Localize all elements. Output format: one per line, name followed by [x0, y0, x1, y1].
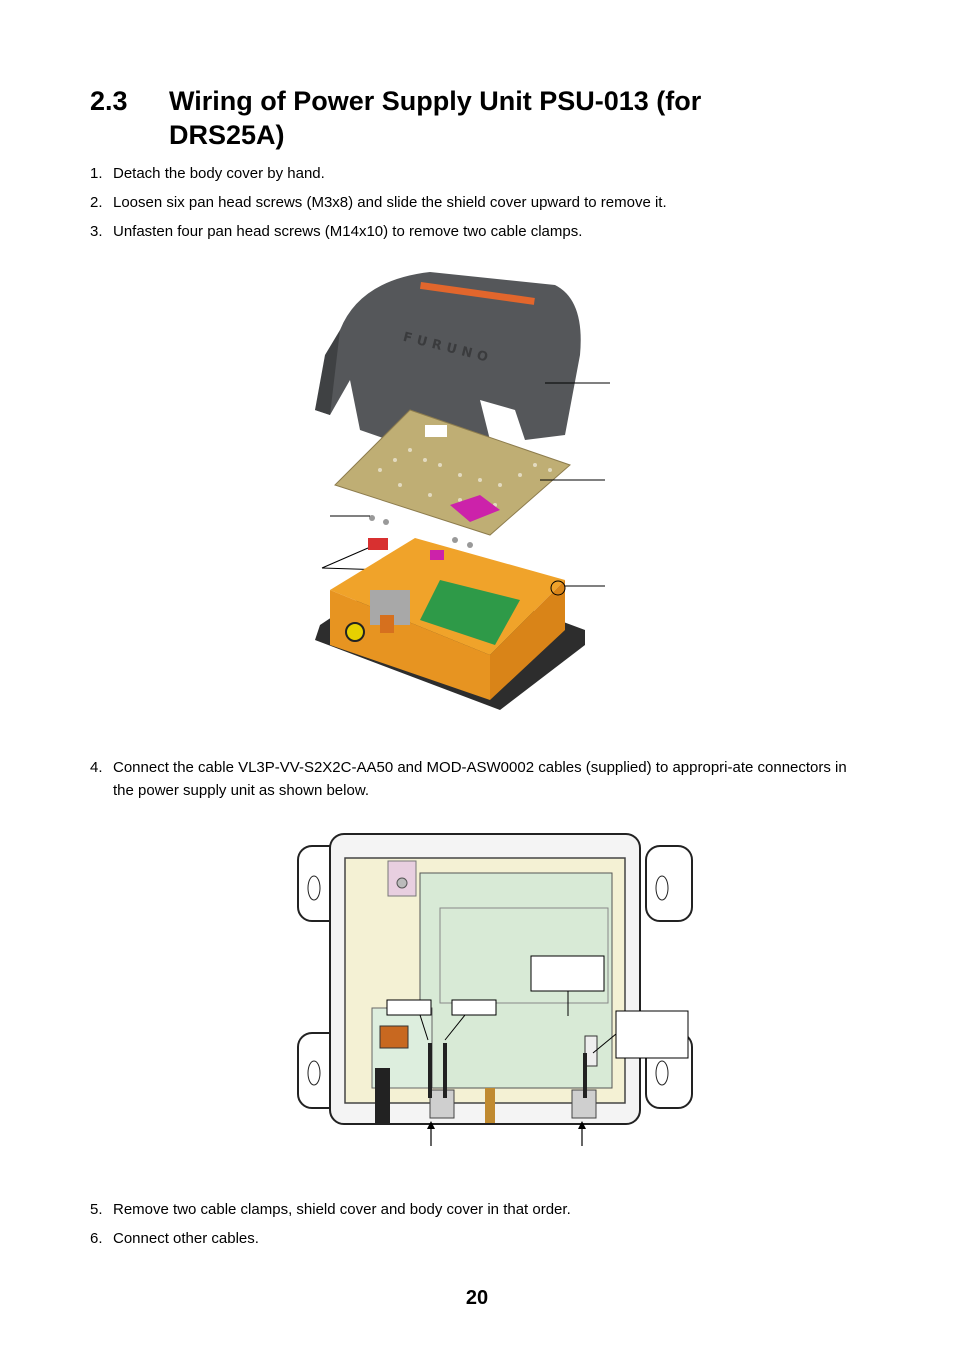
cover-logo-text: FURUNO: [401, 329, 495, 367]
step-number: 3.: [90, 223, 103, 240]
exploded-view-figure: [300, 260, 620, 730]
step-text: Remove two cable clamps, shield cover and body cover in that order.: [113, 1201, 571, 1218]
step-number: 1.: [90, 165, 103, 182]
step-number: 4.: [90, 759, 103, 776]
step-text: Loosen six pan head screws (M3x8) and slide the shield cover upward to remove it.: [113, 194, 667, 211]
page-number: 20: [465, 1287, 489, 1309]
section-title: Wiring of Power Supply Unit PSU-013 (for DRS25A): [169, 86, 702, 150]
step-number: 2.: [90, 194, 103, 211]
psu-enclosure-illustration: [298, 834, 692, 1124]
step-text: Unfasten four pan head screws (M14x10) to remove two cable clamps.: [113, 223, 583, 240]
step-number: 5.: [90, 1201, 103, 1218]
step-text: Connect other cables.: [113, 1230, 259, 1247]
wiring-view-figure: [290, 828, 700, 1158]
step-number: 6.: [90, 1230, 103, 1247]
step-text: Detach the body cover by hand.: [113, 165, 325, 182]
step-text: Connect the cable VL3P-VV-S2X2C-AA50 and MOD-ASW0002 cables (supplied) to appropri-ate connectors in the power supply unit as shown below.: [113, 759, 847, 799]
unit-body-illustration: [315, 538, 585, 710]
section-number: 2.3: [90, 86, 128, 116]
